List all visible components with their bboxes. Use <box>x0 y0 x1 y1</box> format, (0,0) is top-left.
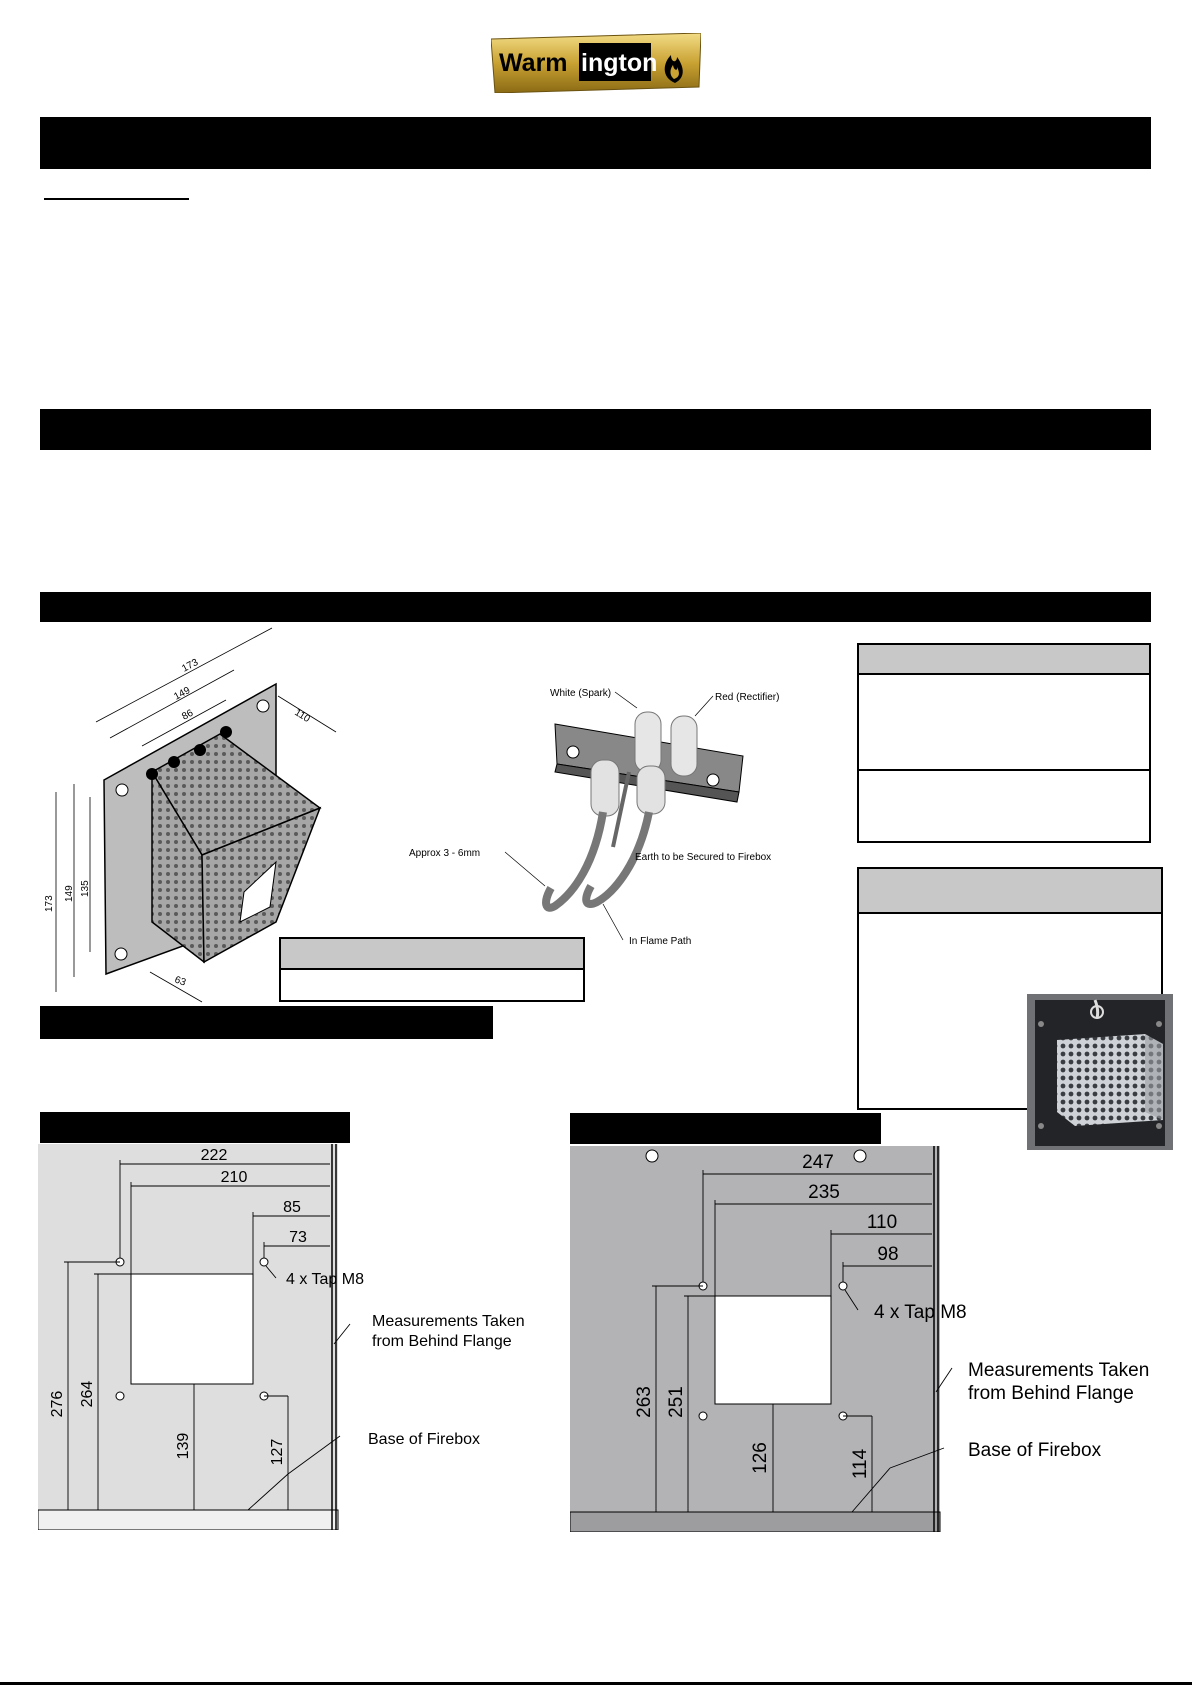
left-template-header-bar <box>40 1112 350 1143</box>
dim-v-276: 276 <box>49 1390 66 1418</box>
logo-text-left: Warm <box>499 49 568 77</box>
base-of-firebox-label: Base of Firebox <box>968 1440 1102 1461</box>
spec-panel-body-top <box>857 673 1151 771</box>
info-panel-header <box>857 867 1163 914</box>
behind-flange-label-line2: from Behind Flange <box>372 1333 512 1350</box>
spec-panel-body-bottom <box>857 769 1151 843</box>
dim-top-149: 149 <box>172 685 193 703</box>
dim-side-149: 149 <box>64 885 75 902</box>
dim-top-86: 86 <box>180 707 196 723</box>
section-header-bar-1 <box>40 117 1151 169</box>
dim-h-85: 85 <box>283 1199 301 1216</box>
dim-h-98: 98 <box>877 1244 899 1265</box>
behind-flange-label-line2: from Behind Flange <box>968 1383 1134 1404</box>
section-header-bar-2 <box>40 409 1151 450</box>
electrode-diagram <box>405 672 805 952</box>
spec-panel-header <box>857 643 1151 675</box>
dim-v-139: 139 <box>175 1432 192 1460</box>
dim-v-251: 251 <box>666 1386 687 1418</box>
behind-flange-label-line1: Measurements Taken <box>968 1360 1150 1381</box>
section-header-bar-4 <box>40 1006 493 1039</box>
dim-h-210: 210 <box>220 1169 248 1186</box>
dim-h-73: 73 <box>289 1229 307 1246</box>
dim-h-222: 222 <box>200 1147 228 1164</box>
tap-label: 4 x Tap M8 <box>286 1271 364 1288</box>
section-header-bar-3 <box>40 592 1151 622</box>
dim-v-263: 263 <box>634 1386 655 1418</box>
dim-h-235: 235 <box>808 1182 840 1203</box>
dim-v-114: 114 <box>850 1448 871 1480</box>
label-red-rectifier: Red (Rectifier) <box>715 692 780 703</box>
burner-cage-photo <box>1027 994 1173 1150</box>
label-flame-path: In Flame Path <box>629 936 692 947</box>
dim-v-264: 264 <box>79 1380 96 1408</box>
dim-v-127: 127 <box>269 1438 286 1466</box>
base-of-firebox-label: Base of Firebox <box>368 1431 481 1448</box>
dim-h-247: 247 <box>802 1152 834 1173</box>
left-cutout-template <box>38 1144 538 1530</box>
dim-depth-110: 110 <box>292 707 312 725</box>
dim-h-110: 110 <box>866 1212 898 1233</box>
dim-top-173: 173 <box>180 657 201 675</box>
dim-v-126: 126 <box>750 1442 771 1474</box>
dim-bottom-63: 63 <box>172 974 188 989</box>
dim-side-135: 135 <box>80 880 91 897</box>
underline-rule <box>44 198 189 200</box>
label-white-spark: White (Spark) <box>550 688 612 699</box>
label-earth: Earth to be Secured to Firebox <box>635 852 772 863</box>
burner-kit-diagram <box>44 622 364 1007</box>
tap-label: 4 x Tap M8 <box>874 1302 967 1323</box>
label-gap: Approx 3 - 6mm <box>409 848 481 859</box>
right-template-header-bar <box>570 1113 881 1144</box>
behind-flange-label-line1: Measurements Taken <box>372 1313 525 1330</box>
warmington-logo <box>491 33 701 93</box>
right-cutout-template <box>570 1146 1170 1532</box>
logo-text-right: ington <box>581 49 658 77</box>
dim-side-173: 173 <box>44 895 55 912</box>
